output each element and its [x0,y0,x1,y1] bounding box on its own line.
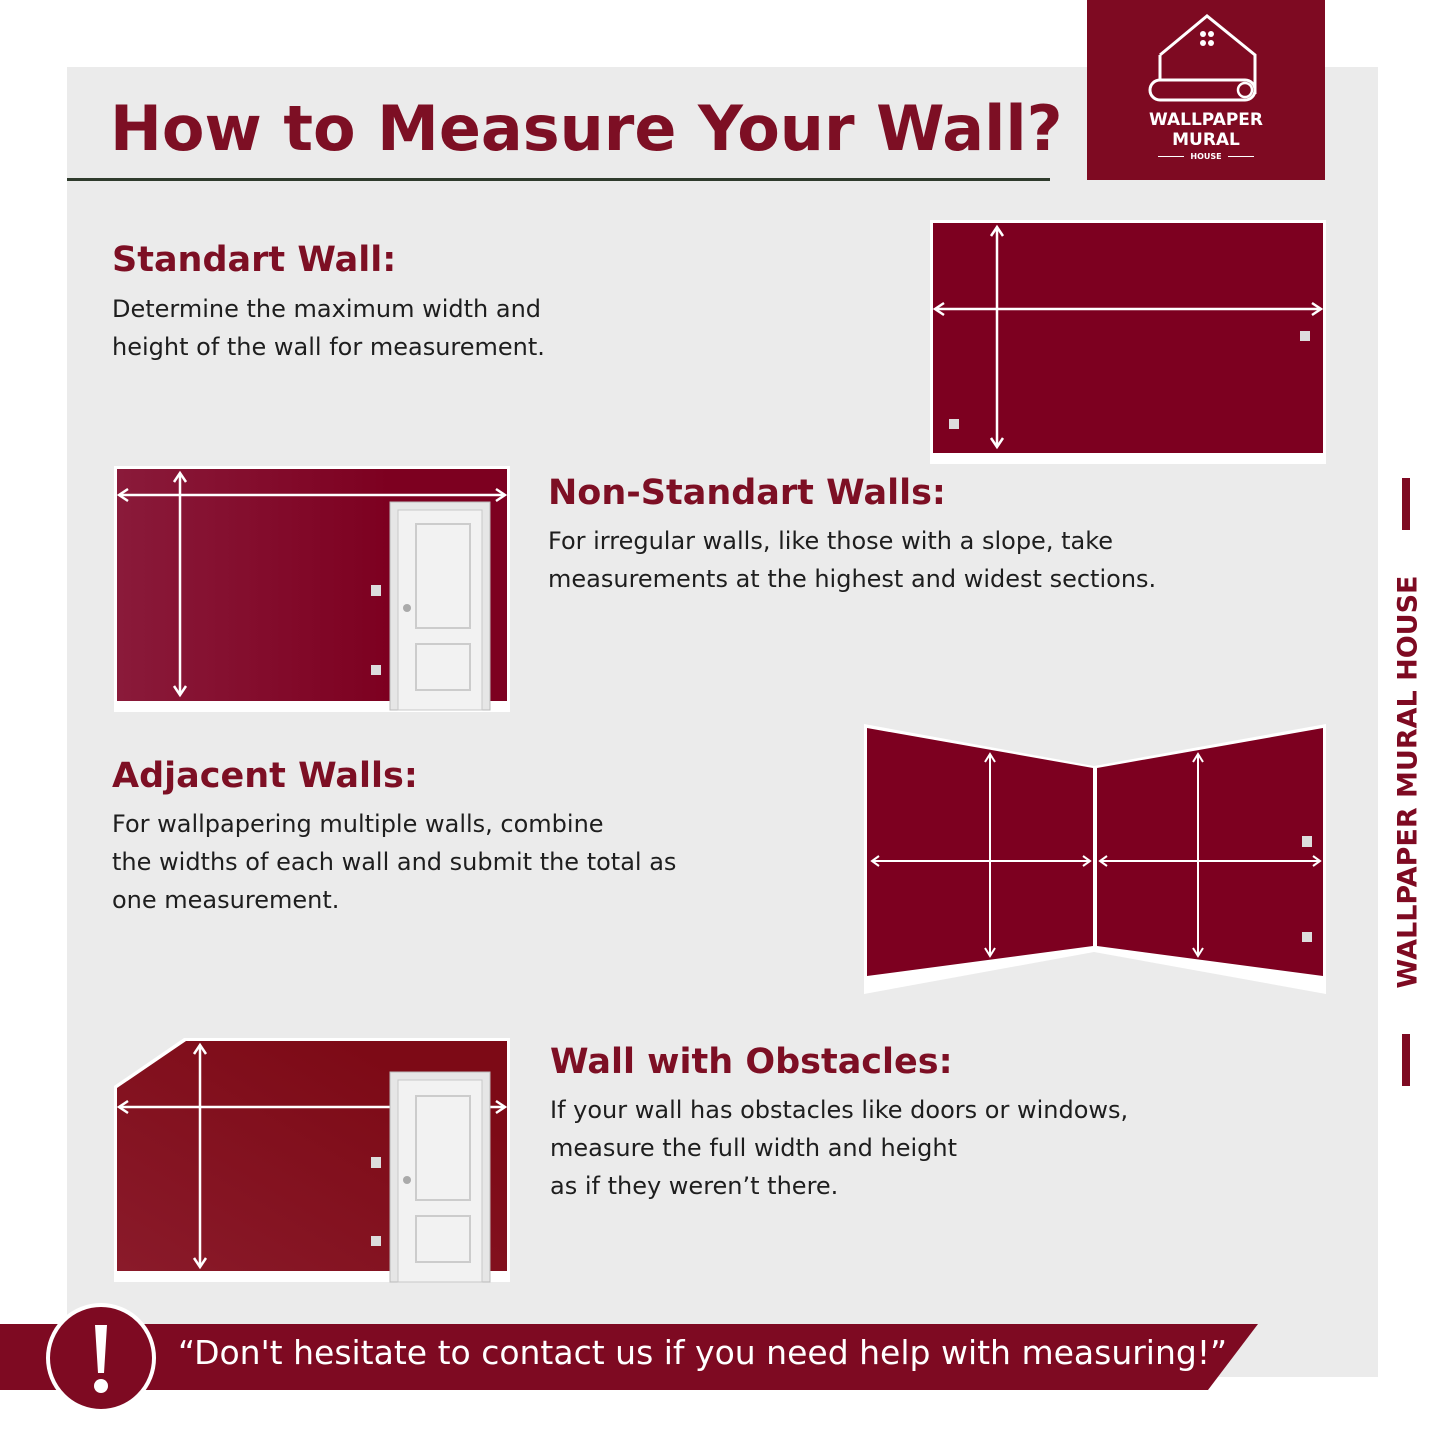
contact-banner-text: “Don't hesitate to contact us if you need help with measuring!” [178,1333,1228,1372]
socket-icon [371,1236,381,1246]
non-standard-wall-illustration [114,466,510,712]
logo-house-label: HOUSE [1190,152,1222,161]
non-standard-walls-line: For irregular walls, like those with a slope, take [548,527,1113,555]
non-standard-walls-description [548,522,1156,598]
socket-icon [371,585,381,596]
logo-text-line3 [1087,152,1325,161]
side-bar-top [1402,478,1410,530]
adjacent-walls-heading: Adjacent Walls: [112,756,418,796]
socket-icon [1300,331,1310,341]
adjacent-walls-description [112,805,676,919]
obstacles-wall-line: measure the full width and height [550,1134,958,1162]
adjacent-walls-line: the widths of each wall and submit the total as [112,848,677,876]
logo-text-line2: MURAL [1172,130,1240,150]
socket-icon [371,1157,381,1168]
obstacles-wall-line: as if they weren’t there. [550,1172,839,1200]
logo-text-line1: WALLPAPER [1148,110,1264,130]
socket-icon [1302,932,1312,942]
obstacles-wall-illustration [114,1038,510,1284]
standard-wall-heading: Standart Wall: [112,240,397,280]
standard-wall-line: height of the wall for measurement. [112,333,545,361]
adjacent-walls-illustration [864,724,1326,996]
side-bar-bottom [1402,1034,1410,1086]
standard-wall-description [112,290,545,366]
obstacles-wall-description [550,1091,1128,1205]
exclamation-icon [46,1303,156,1413]
door-icon [390,1072,490,1282]
title-divider [67,178,1050,181]
socket-icon [371,665,381,675]
side-brand-text: WALLPAPER MURAL HOUSE [1392,575,1424,989]
non-standard-walls-heading: Non-Standart Walls: [548,473,946,513]
standard-wall-illustration [930,220,1326,464]
door-icon [390,502,490,710]
non-standard-walls-line: measurements at the highest and widest sections. [548,565,1157,593]
adjacent-walls-line: one measurement. [112,886,340,914]
socket-icon [949,419,959,429]
page-title: How to Measure Your Wall? [110,92,1063,165]
adjacent-walls-line: For wallpapering multiple walls, combine [112,810,604,838]
standard-wall-line: Determine the maximum width and [112,295,542,323]
house-logo-icon [1145,10,1265,110]
obstacles-wall-line: If your wall has obstacles like doors or windows, [550,1096,1129,1124]
obstacles-wall-heading: Wall with Obstacles: [550,1042,953,1082]
socket-icon [1302,836,1312,847]
